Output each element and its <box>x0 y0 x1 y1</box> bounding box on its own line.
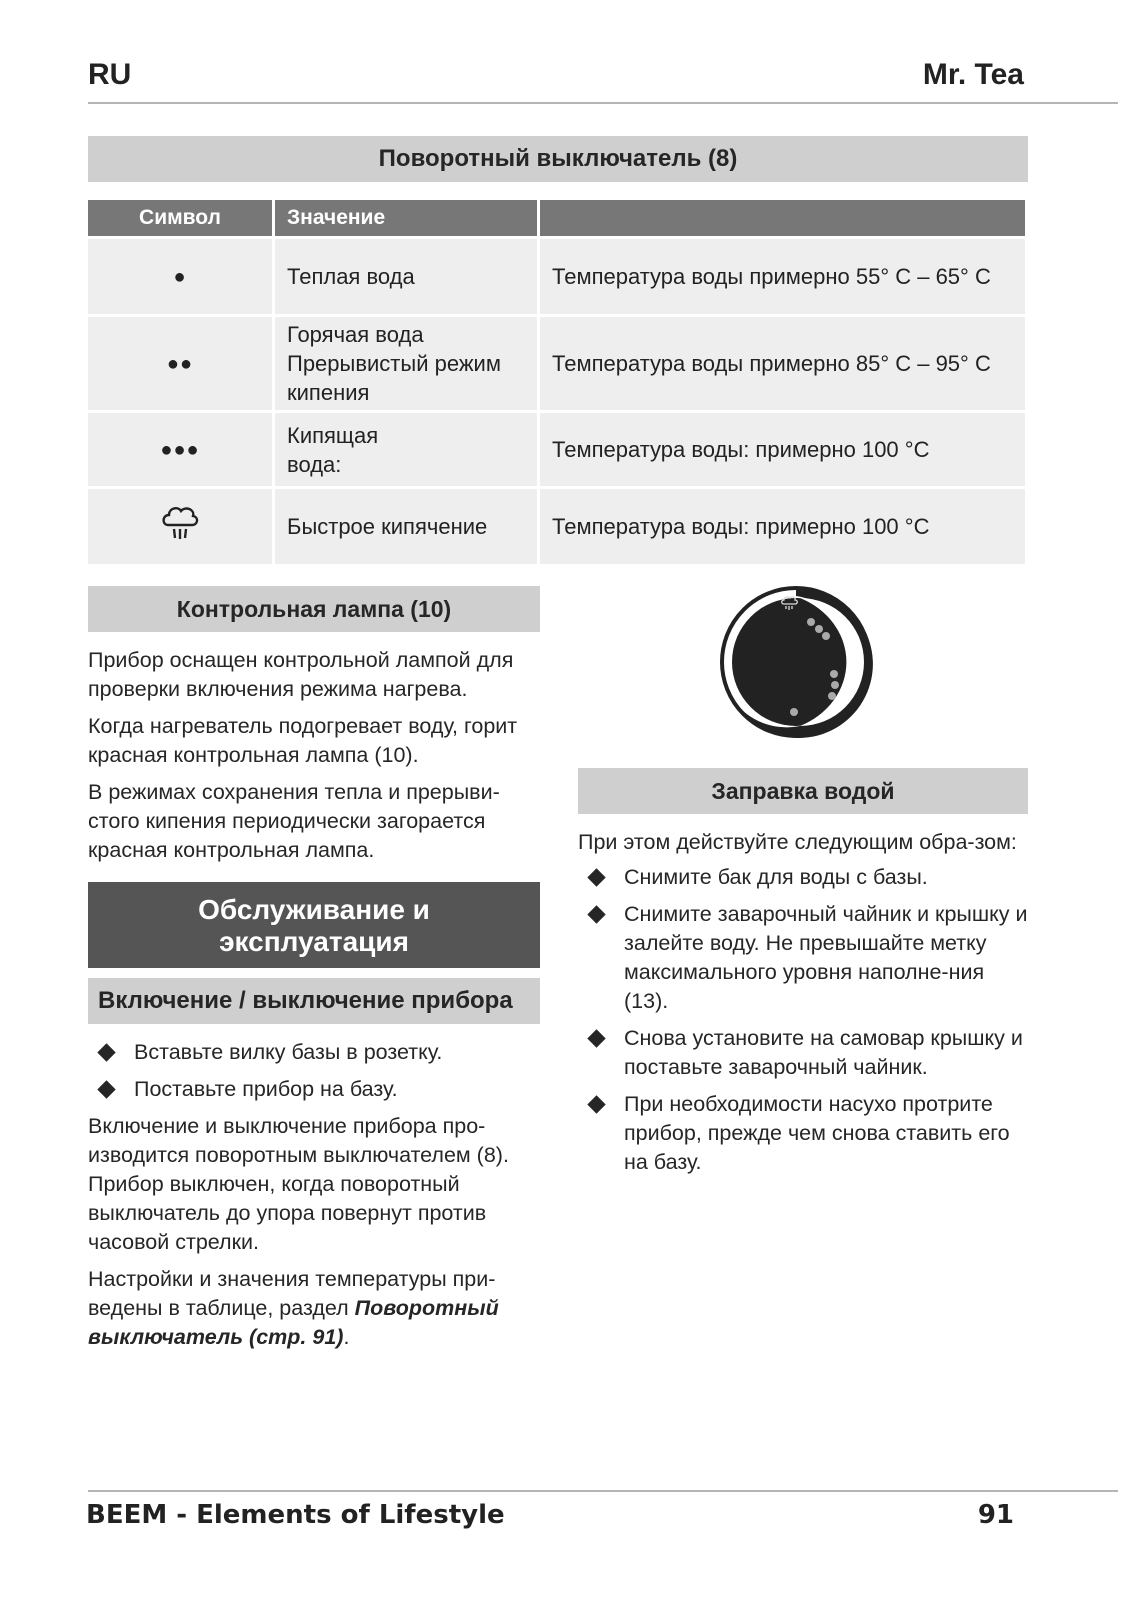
list-item-text: При необходимости насухо протрите прибор, прежде чем снова ставить его на базу. <box>624 1092 1010 1174</box>
meaning-cell: Быстрое кипячение <box>274 488 539 564</box>
table-row <box>88 412 1027 488</box>
left-column <box>88 586 540 865</box>
language-code: RU <box>88 58 132 91</box>
product-name: Mr. Tea <box>922 58 1024 91</box>
diamond-bullet-icon <box>97 1043 115 1061</box>
water-steps <box>578 863 1028 1177</box>
list-item-text: Снимите заварочный чайник и крышку и залейте воду. Не превышайте метку максимального уровня наполне-ния (13). <box>624 902 1028 1013</box>
list-item <box>578 900 1028 1016</box>
three-dots-symbol: ●●● <box>160 439 200 461</box>
list-item-text: Снимите бак для воды с базы. <box>624 865 928 889</box>
list-item-text: Снова установите на самовар крышку и поставьте заварочный чайник. <box>624 1026 1023 1079</box>
table-row <box>88 238 1027 316</box>
lamp-paragraph: Прибор оснащен контрольной лампой для проверки включения режима нагрева. <box>88 648 514 701</box>
column-header-meaning: Значение <box>274 200 539 238</box>
lamp-paragraph: В режимах сохранения тепла и прерыви-стого кипения периодически загорается красная контрольная лампа. <box>88 780 500 862</box>
table-row <box>88 488 1027 564</box>
symbol-cell <box>88 238 274 316</box>
service-section <box>88 882 540 1352</box>
column-header-symbol: Символ <box>88 200 274 238</box>
list-item-text: Вставьте вилку базы в розетку. <box>134 1040 443 1064</box>
page-number: 91 <box>977 1500 1014 1530</box>
diamond-bullet-icon <box>587 1095 605 1113</box>
right-column <box>578 768 1028 1185</box>
diamond-bullet-icon <box>587 905 605 923</box>
footer-divider <box>88 1490 1118 1492</box>
rapid-boil-icon <box>160 503 200 543</box>
list-item <box>88 1038 540 1067</box>
diamond-bullet-icon <box>587 868 605 886</box>
header-divider <box>88 102 1118 104</box>
power-steps <box>88 1038 540 1104</box>
one-dot-symbol: ● <box>173 266 187 288</box>
brand-footer: BEEM - Elements of Lifestyle <box>86 1500 505 1530</box>
reference-suffix: . <box>343 1325 350 1349</box>
detail-cell: Температура воды: примерно 100 °C <box>539 412 1027 488</box>
power-paragraph-reference <box>88 1265 540 1352</box>
list-item <box>578 1090 1028 1177</box>
symbol-cell <box>88 488 274 564</box>
column-header-detail <box>539 200 1027 238</box>
table-header-row <box>88 200 1027 238</box>
two-dots-symbol: ●● <box>166 353 194 375</box>
detail-cell: Температура воды: примерно 100 °C <box>539 488 1027 564</box>
list-item <box>578 863 1028 892</box>
diamond-bullet-icon <box>587 1029 605 1047</box>
reference-text: Настройки и значения температуры при-ведены в таблице, раздел <box>88 1267 496 1320</box>
water-filling-heading: Заправка водой <box>578 768 1028 814</box>
table-row <box>88 316 1027 412</box>
reference-link-text: Поворотный выключатель (стр. 91) <box>88 1296 499 1349</box>
control-lamp-heading: Контрольная лампа (10) <box>88 586 540 632</box>
symbol-cell <box>88 412 274 488</box>
rotary-switch-heading: Поворотный выключатель (8) <box>88 136 1028 182</box>
water-intro: При этом действуйте следующим обра-зом: <box>578 830 1017 854</box>
rotary-switch-table <box>88 200 1028 564</box>
lamp-paragraph: Когда нагреватель подогревает воду, горит красная контрольная лампа (10). <box>88 714 518 767</box>
list-item-text: Поставьте прибор на базу. <box>134 1077 398 1101</box>
meaning-cell: Теплая вода <box>274 238 539 316</box>
service-heading: Обслуживание и эксплуатация <box>88 882 540 968</box>
power-paragraph: Включение и выключение прибора про-изводится поворотным выключателем (8). Прибор выключен, когда поворотный выключатель до упора повернут против часовой стрелки. <box>88 1114 509 1254</box>
list-item <box>88 1075 540 1104</box>
rotary-knob-illustration <box>716 584 884 748</box>
list-item <box>578 1024 1028 1082</box>
diamond-bullet-icon <box>97 1080 115 1098</box>
detail-cell: Температура воды примерно 85° C – 95° C <box>539 316 1027 412</box>
meaning-cell: Горячая вода Прерывистый режим кипения <box>274 316 539 412</box>
power-heading: Включение / выключение прибора <box>88 978 540 1024</box>
detail-cell: Температура воды примерно 55° C – 65° C <box>539 238 1027 316</box>
symbol-cell <box>88 316 274 412</box>
meaning-cell: Кипящая вода: <box>274 412 539 488</box>
